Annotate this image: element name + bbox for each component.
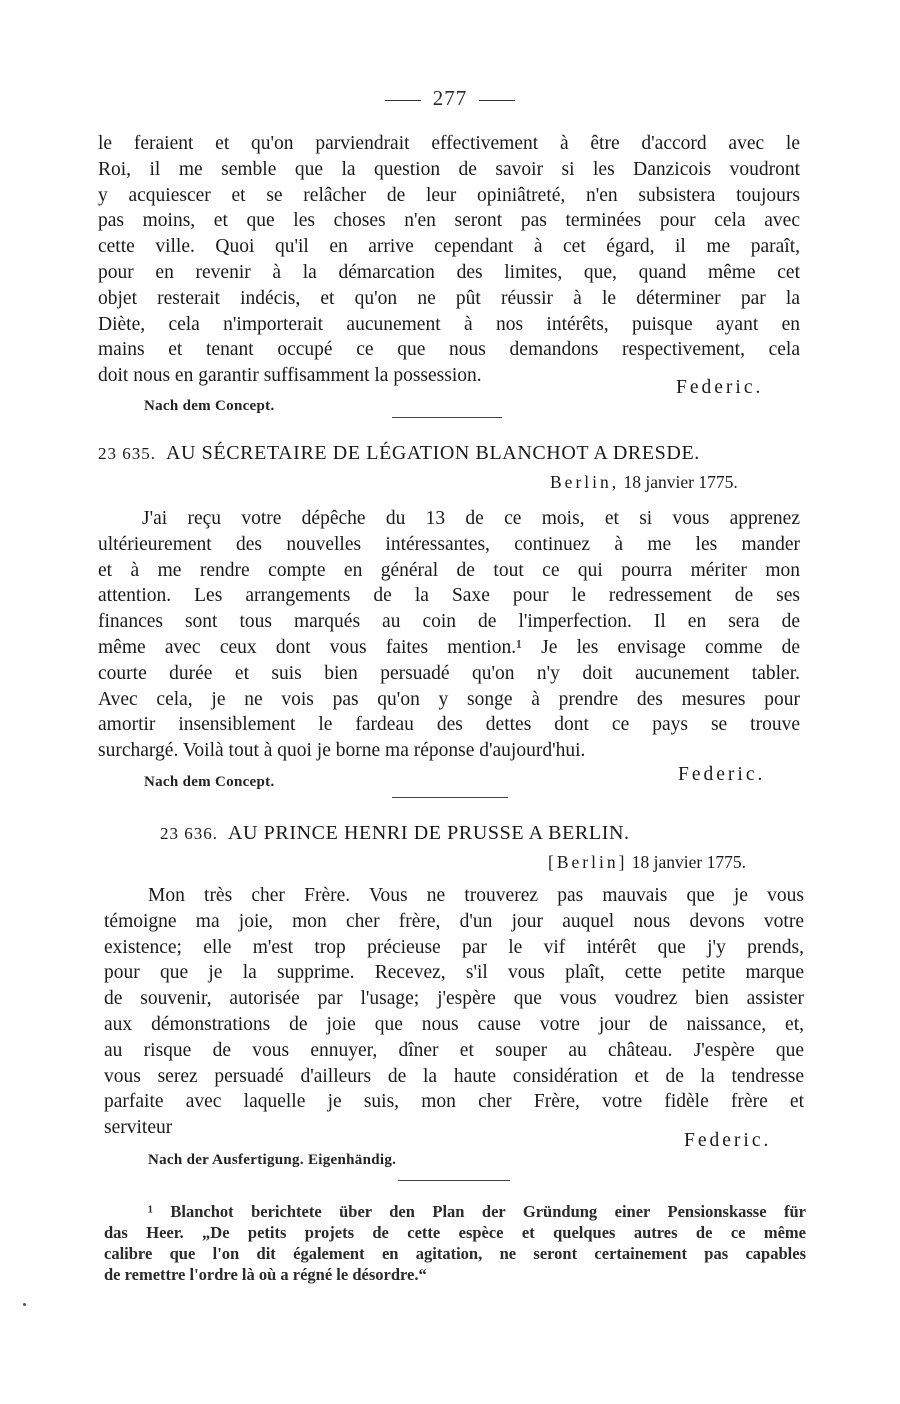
- footnote-line: de remettre l'ordre là où a régné le désordre.“: [104, 1265, 427, 1284]
- body-line: mains et tenant occupé ce que nous demandons respectivement, cela: [98, 339, 800, 361]
- footnote-rule: [398, 1180, 510, 1181]
- body-line: au risque de vous ennuyer, dîner et souper au château. J'espère que: [104, 1039, 804, 1061]
- letter-title: AU PRINCE HENRI DE PRUSSE A BERLIN.: [228, 822, 630, 844]
- letter3-heading: [160, 822, 862, 845]
- body-line: existence; elle m'est trop précieuse par le vif intérêt que j'y prends,: [104, 936, 804, 958]
- body-line: pour en revenir à la démarcation des limites, que, quand même cet: [98, 261, 800, 283]
- footnote-line: ¹ Blanchot berichtete über den Plan der Gründung einer Pensionskasse für: [148, 1202, 806, 1221]
- body-line: aux démonstrations de joie que nous cause votre jour de naissance, et,: [104, 1013, 804, 1035]
- body-line: Diète, cela n'importerait aucunement à nos intérêts, puisque ayant en: [98, 313, 800, 335]
- body-line: témoigne ma joie, mon cher frère, d'un jour auquel nous devons votre: [104, 910, 804, 932]
- letter3-body: [104, 883, 804, 1141]
- body-line: Mon très cher Frère. Vous ne trouverez pas mauvais que je vous: [148, 885, 804, 906]
- body-line: surchargé. Voilà tout à quoi je borne ma réponse d'aujourd'hui.: [98, 740, 586, 762]
- letter3-signature: Federic.: [684, 1130, 772, 1151]
- body-line: objet resterait indécis, et qu'on ne pût réussir à le déterminer par la: [98, 287, 800, 309]
- letter3-source: Nach der Ausfertigung. Eigenhändig.: [148, 1152, 397, 1168]
- letter3-dateline: [Berlin] 18 janvier 1775.: [548, 852, 746, 872]
- letter1-source: Nach dem Concept.: [144, 398, 275, 414]
- footnote: [104, 1201, 806, 1285]
- body-line: parfaite avec laquelle je suis, mon cher Frère, votre fidèle frère et: [104, 1091, 804, 1113]
- body-line: vous serez persuadé d'ailleurs de la haute considération et de la tendresse: [104, 1065, 804, 1087]
- letter-number: 23 636.: [160, 824, 218, 843]
- body-line: Avec cela, je ne vois pas qu'on y songe à prendre des mesures pour: [98, 688, 800, 710]
- page-number-dash-left: [385, 100, 421, 101]
- letter2-heading: [98, 442, 800, 465]
- body-line: ultérieurement des nouvelles intéressantes, continuez à me les mander: [98, 533, 800, 555]
- letter1-body: [98, 131, 800, 389]
- body-line: de souvenir, autorisée par l'usage; j'espère que vous voudrez bien assister: [104, 988, 804, 1010]
- body-line: pour que je la supprime. Recevez, s'il vous plaît, cette petite marque: [104, 962, 804, 984]
- body-line: cette ville. Quoi qu'il en arrive cependant à cet égard, il me paraît,: [98, 236, 800, 258]
- page-number: 277: [0, 86, 900, 111]
- body-line: finances sont tous marqués au coin de l'imperfection. Il en sera de: [98, 611, 800, 633]
- scan-speck: [23, 1303, 26, 1306]
- separator-rule: [392, 417, 502, 418]
- letter-title: AU SÉCRETAIRE DE LÉGATION BLANCHOT A DRESDE.: [166, 442, 700, 464]
- letter1-signature: Federic.: [676, 377, 764, 398]
- body-line: serviteur: [104, 1117, 173, 1139]
- letter2-signature: Federic.: [678, 764, 766, 785]
- letter-number: 23 635.: [98, 444, 156, 463]
- body-line: courte durée et suis bien persuadé qu'on n'y doit aucunement tabler.: [98, 662, 800, 684]
- separator-rule: [392, 797, 508, 798]
- letter2-body: [98, 506, 800, 764]
- body-line: J'ai reçu votre dépêche du 13 de ce mois, et si vous apprenez: [142, 508, 800, 529]
- letter2-source: Nach dem Concept.: [144, 774, 275, 790]
- page-number-dash-right: [479, 100, 515, 101]
- body-line: le feraient et qu'on parviendrait effectivement à être d'accord avec le: [98, 133, 800, 154]
- body-line: amortir insensiblement le fardeau des dettes dont ce pays se trouve: [98, 714, 800, 736]
- body-line: doit nous en garantir suffisamment la possession.: [98, 365, 482, 387]
- body-line: même avec ceux dont vous faites mention.¹ Je les envisage comme de: [98, 636, 800, 658]
- body-line: pas moins, et que les choses n'en seront pas terminées pour cela avec: [98, 210, 800, 232]
- body-line: Roi, il me semble que la question de savoir si les Danzicois voudront: [98, 158, 800, 180]
- body-line: et à me rendre compte en général de tout ce qui pourra mériter mon: [98, 559, 800, 581]
- footnote-line: das Heer. „De petits projets de cette espèce et quelques autres de ce même: [104, 1223, 806, 1242]
- letter2-dateline: Berlin, 18 janvier 1775.: [550, 472, 738, 492]
- body-line: attention. Les arrangements de la Saxe pour le redressement de ses: [98, 585, 800, 607]
- body-line: y acquiescer et se relâcher de leur opiniâtreté, n'en subsistera toujours: [98, 184, 800, 206]
- footnote-line: calibre que l'on dit également en agitation, ne seront certainement pas capables: [104, 1244, 806, 1263]
